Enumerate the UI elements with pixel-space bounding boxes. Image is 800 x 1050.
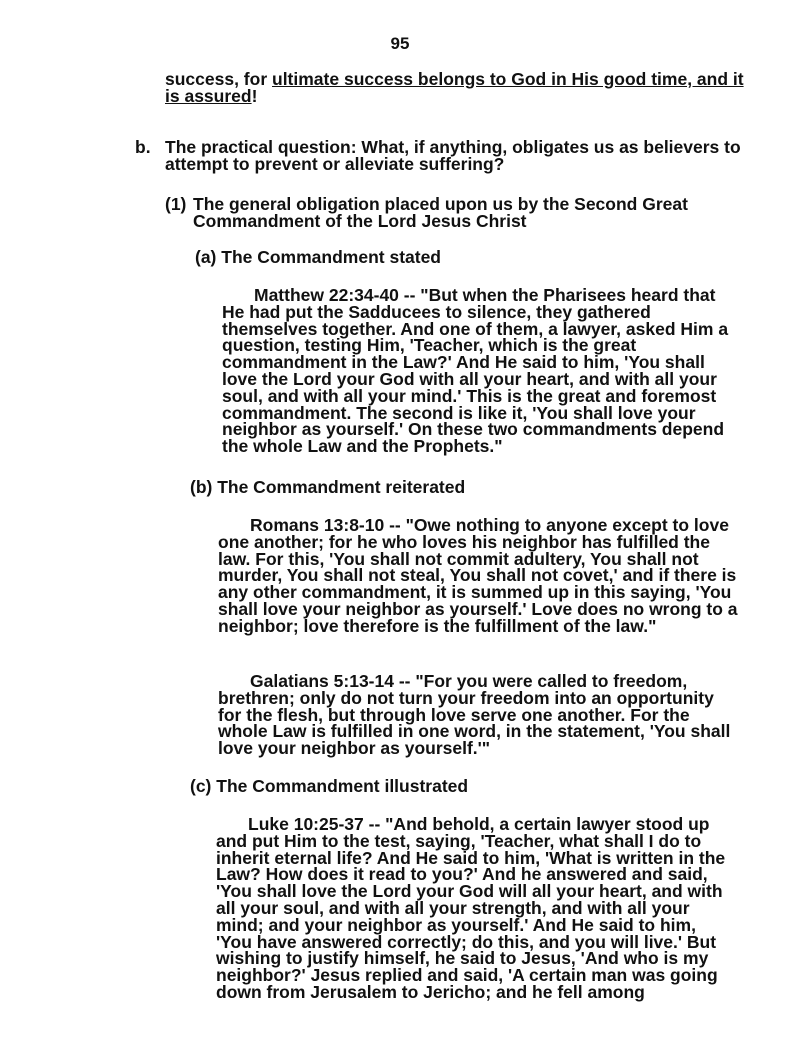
page-number: 95 — [390, 34, 410, 53]
outline-item-1 — [165, 194, 733, 231]
outline-item-b — [135, 137, 745, 174]
outline-marker-b: b. — [135, 137, 151, 157]
subheading-c: (c) The Commandment illustrated — [190, 776, 469, 796]
subheading-a: (a) The Commandment stated — [195, 247, 441, 267]
quote-galatians: Galatians 5:13-14 -- "For you were called to freedom, brethren; only do not turn your freedom into an opportunity for the flesh, but through love serve one another. For the whole Law is fulfilled in one word, in the statement, 'You shall love your neighbor as yourself.'" — [218, 671, 731, 759]
outline-text-b: The practical question: What, if anything, obligates us as believers to attempt to prevent or alleviate suffering? — [165, 137, 741, 174]
intro-lead: success, for — [165, 69, 272, 89]
quote-romans: Romans 13:8-10 -- "Owe nothing to anyone except to love one another; for he who loves his neighbor has fulfilled the law. For this, 'You shall not commit adultery, You shall not murder, You shall not steal, You shall not covet,' and if there is any other commandment, it is summed up in this saying, 'You shall love your neighbor as yourself.' Love does no wrong to a neighbor; love therefore is the fulfillment of the law." — [218, 515, 738, 636]
outline-text-1: The general obligation placed upon us by the Second Great Commandment of the Lord Jesus Christ — [193, 194, 688, 231]
quote-luke: Luke 10:25-37 -- "And behold, a certain lawyer stood up and put Him to the test, saying, 'Teacher, what shall I do to inherit eternal life? And He said to him, 'What is written in the Law? How does it read to you?' And he answered and said, 'You shall love the Lord your God will all your heart, and with all your soul, and with all your strength, and with all your mind; and your neighbor as yourself.' And He said to him, 'You have answered correctly; do this, and you will live.' But wishing to justify himself, he said to Jesus, 'And who is my neighbor?' Jesus replied and said, 'A certain man was going down from Jerusalem to Jericho; and he fell among — [216, 814, 726, 1002]
intro-underlined: ultimate success belongs to God in His good time, and it is assured — [165, 69, 744, 106]
outline-marker-1: (1) — [165, 194, 187, 214]
subheading-b: (b) The Commandment reiterated — [190, 477, 466, 497]
intro-end: ! — [251, 86, 258, 106]
intro-paragraph — [165, 71, 745, 105]
quote-matthew: Matthew 22:34-40 -- "But when the Pharisees heard that He had put the Sadducees to silence, they gathered themselves together. And one of them, a lawyer, asked Him a question, testing Him, 'Teacher, which is the great commandment in the Law?' And He said to him, 'You shall love the Lord your God with all your heart, and with all your soul, and with all your mind.' This is the great and foremost commandment. The second is like it, 'You shall love your neighbor as yourself.' On these two commandments depend the whole Law and the Prophets." — [222, 285, 729, 457]
